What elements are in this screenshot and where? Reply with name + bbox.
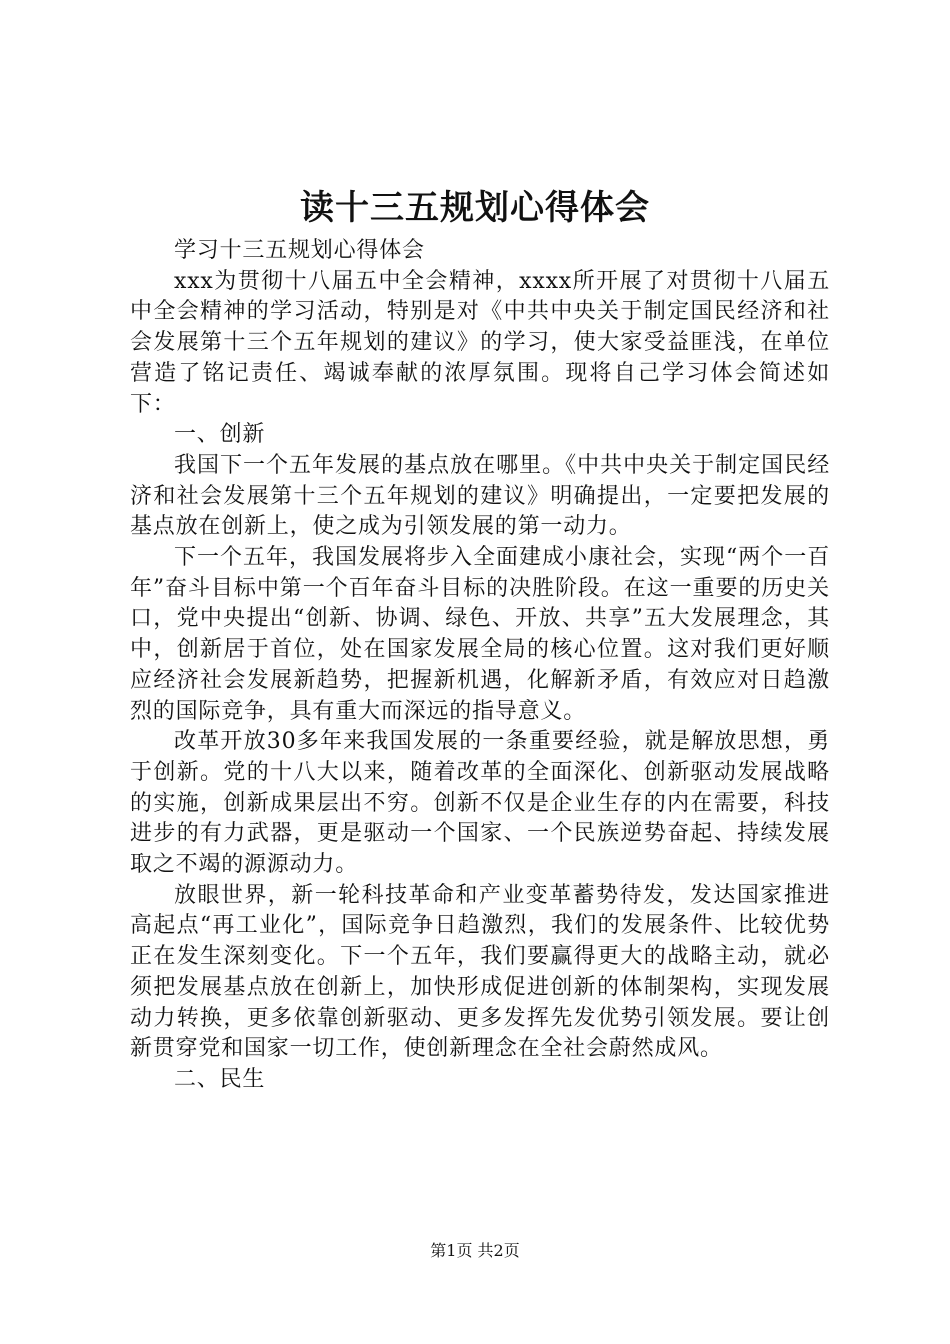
- page-footer: 第1页 共2页: [430, 1241, 520, 1260]
- document-title: 读十三五规划心得体会: [300, 188, 650, 228]
- section-heading-livelihood: 二、民生: [174, 1066, 266, 1092]
- intro-paragraph: xxx为贯彻十八届五中全会精神，xxxx所开展了对贯彻十八届五中全会精神的学习活动，特别是对《中共中央关于制定国民经济和社会发展第十三个五年规划的建议》的学习，使大家受益匪浅，在单位营造了铭记责任、竭诚奉献的浓厚氛围。现将自己学习体会简述如下：: [130, 268, 830, 417]
- subtitle-paragraph: 学习十三五规划心得体会: [174, 238, 425, 263]
- body-paragraph: 我国下一个五年发展的基点放在哪里。《中共中央关于制定国民经济和社会发展第十三个五年规划的建议》明确提出，一定要把发展的基点放在创新上，使之成为引领发展的第一动力。: [130, 452, 830, 540]
- section-heading-innovation: 一、创新: [174, 422, 266, 448]
- body-paragraph: 改革开放30多年来我国发展的一条重要经验，就是解放思想，勇于创新。党的十八大以来，随着改革的全面深化、创新驱动发展战略的实施，创新成果层出不穷。创新不仅是企业生存的内在需要，科技进步的有力武器，更是驱动一个国家、一个民族逆势奋起、持续发展取之不竭的源源动力。: [130, 729, 830, 878]
- body-paragraph: 放眼世界，新一轮科技革命和产业变革蓄势待发，发达国家推进高起点“再工业化”，国际竞争日趋激烈，我们的发展条件、比较优势正在发生深刻变化。下一个五年，我们要赢得更大的战略主动，就必须把发展基点放在创新上，加快形成促进创新的体制架构，实现发展动力转换，更多依靠创新驱动、更多发挥先发优势引领发展。要让创新贯穿党和国家一切工作，使创新理念在全社会蔚然成风。: [130, 882, 830, 1062]
- document-body: [130, 236, 830, 1096]
- body-paragraph: 下一个五年，我国发展将步入全面建成小康社会，实现“两个一百年”奋斗目标中第一个百年奋斗目标的决胜阶段。在这一重要的历史关口，党中央提出“创新、协调、绿色、开放、共享”五大发展理念，其中，创新居于首位，处在国家发展全局的核心位置。这对我们更好顺应经济社会发展新趋势，把握新机遇，化解新矛盾，有效应对日趋激烈的国际竞争，具有重大而深远的指导意义。: [130, 545, 830, 724]
